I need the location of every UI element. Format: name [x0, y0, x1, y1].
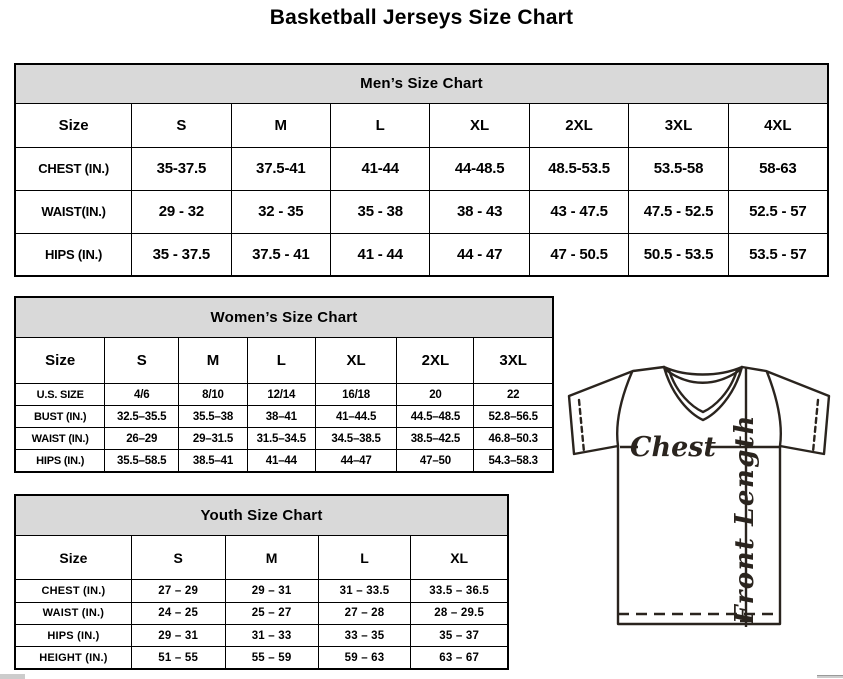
cell: 22	[474, 383, 553, 405]
cell: 4/6	[105, 383, 179, 405]
cell: 12/14	[247, 383, 315, 405]
cell: 37.5 - 41	[231, 233, 330, 276]
cell: 34.5–38.5	[315, 428, 397, 450]
cell: 59 – 63	[318, 647, 411, 669]
youth-size-table	[14, 494, 509, 670]
column-header: S	[132, 103, 231, 147]
page-title: Basketball Jerseys Size Chart	[269, 6, 574, 29]
row-label: U.S. SIZE	[15, 383, 105, 405]
cell: 27 – 29	[131, 580, 225, 602]
cell: 51 – 55	[131, 647, 225, 669]
row-label: CHEST (IN.)	[15, 147, 132, 190]
table-row	[15, 580, 508, 602]
cell: 41-44	[331, 147, 430, 190]
cell: 41 - 44	[331, 233, 430, 276]
table-row	[15, 147, 828, 190]
cell: 53.5 - 57	[728, 233, 828, 276]
table-row	[15, 190, 828, 233]
row-label: HIPS (IN.)	[15, 624, 131, 646]
table-row	[15, 602, 508, 624]
cell: 28 – 29.5	[411, 602, 508, 624]
cell: 47.5 - 52.5	[629, 190, 728, 233]
cell: 47 - 50.5	[529, 233, 628, 276]
cell: 44 - 47	[430, 233, 529, 276]
cell: 50.5 - 53.5	[629, 233, 728, 276]
column-header: 4XL	[728, 103, 828, 147]
row-label: WAIST (IN.)	[15, 602, 131, 624]
cell: 20	[397, 383, 474, 405]
cell: 33.5 – 36.5	[411, 580, 508, 602]
cell: 35 – 37	[411, 624, 508, 646]
column-header: S	[105, 337, 179, 383]
column-header: L	[318, 535, 411, 580]
row-label: HIPS (IN.)	[15, 450, 105, 472]
column-header: Size	[15, 535, 131, 580]
cell: 38.5–41	[179, 450, 248, 472]
row-label: HEIGHT (IN.)	[15, 647, 131, 669]
jersey-measurement-diagram	[556, 356, 841, 628]
column-header: Size	[15, 103, 132, 147]
cell: 43 - 47.5	[529, 190, 628, 233]
row-label: CHEST (IN.)	[15, 580, 131, 602]
chest-label: Chest	[630, 432, 716, 463]
cell: 52.8–56.5	[474, 406, 553, 428]
table-row	[15, 647, 508, 669]
cell: 31.5–34.5	[247, 428, 315, 450]
mens-size-table	[14, 63, 829, 276]
cell: 31 – 33.5	[318, 580, 411, 602]
cell: 38.5–42.5	[397, 428, 474, 450]
cell: 44–47	[315, 450, 397, 472]
column-header: XL	[411, 535, 508, 580]
cell: 41–44.5	[315, 406, 397, 428]
cell: 8/10	[179, 383, 248, 405]
table-row	[15, 383, 553, 405]
cell: 25 – 27	[225, 602, 318, 624]
cell: 38 - 43	[430, 190, 529, 233]
cell: 35-37.5	[132, 147, 231, 190]
cell: 44-48.5	[430, 147, 529, 190]
mens-table-title: Men’s Size Chart	[15, 64, 828, 103]
cell: 35 - 37.5	[132, 233, 231, 276]
cell: 32.5–35.5	[105, 406, 179, 428]
column-header: L	[247, 337, 315, 383]
table-row	[15, 624, 508, 646]
cell: 35 - 38	[331, 190, 430, 233]
cell: 58-63	[728, 147, 828, 190]
cell: 33 – 35	[318, 624, 411, 646]
table-row	[15, 450, 553, 472]
cell: 29 – 31	[225, 580, 318, 602]
cell: 41–44	[247, 450, 315, 472]
womens-table-title: Women’s Size Chart	[15, 297, 553, 337]
column-header: M	[179, 337, 248, 383]
cell: 55 – 59	[225, 647, 318, 669]
column-header: M	[225, 535, 318, 580]
column-header: L	[331, 103, 430, 147]
row-label: WAIST (IN.)	[15, 428, 105, 450]
jersey-outline-icon	[569, 367, 829, 624]
edge-artifact-right	[817, 675, 843, 678]
cell: 16/18	[315, 383, 397, 405]
cell: 48.5-53.5	[529, 147, 628, 190]
cell: 46.8–50.3	[474, 428, 553, 450]
column-header: 2XL	[397, 337, 474, 383]
cell: 38–41	[247, 406, 315, 428]
column-header: Size	[15, 337, 105, 383]
front-length-label: Front Length	[730, 414, 760, 624]
cell: 54.3–58.3	[474, 450, 553, 472]
cell: 31 – 33	[225, 624, 318, 646]
cell: 37.5-41	[231, 147, 330, 190]
cell: 52.5 - 57	[728, 190, 828, 233]
cell: 35.5–38	[179, 406, 248, 428]
cell: 63 – 67	[411, 647, 508, 669]
column-header: XL	[430, 103, 529, 147]
row-label: WAIST(IN.)	[15, 190, 132, 233]
cell: 29–31.5	[179, 428, 248, 450]
cell: 29 - 32	[132, 190, 231, 233]
table-row	[15, 428, 553, 450]
column-header: 3XL	[629, 103, 728, 147]
table-row	[15, 233, 828, 276]
row-label: HIPS (IN.)	[15, 233, 132, 276]
cell: 26–29	[105, 428, 179, 450]
cell: 29 – 31	[131, 624, 225, 646]
cell: 53.5-58	[629, 147, 728, 190]
column-header: 2XL	[529, 103, 628, 147]
column-header: XL	[315, 337, 397, 383]
column-header: S	[131, 535, 225, 580]
table-row	[15, 406, 553, 428]
column-header: 3XL	[474, 337, 553, 383]
column-header: M	[231, 103, 330, 147]
cell: 24 – 25	[131, 602, 225, 624]
womens-size-table	[14, 296, 554, 473]
cell: 44.5–48.5	[397, 406, 474, 428]
cell: 27 – 28	[318, 602, 411, 624]
row-label: BUST (IN.)	[15, 406, 105, 428]
edge-artifact-left	[0, 674, 25, 679]
youth-table-title: Youth Size Chart	[15, 495, 508, 535]
cell: 47–50	[397, 450, 474, 472]
cell: 35.5–58.5	[105, 450, 179, 472]
cell: 32 - 35	[231, 190, 330, 233]
